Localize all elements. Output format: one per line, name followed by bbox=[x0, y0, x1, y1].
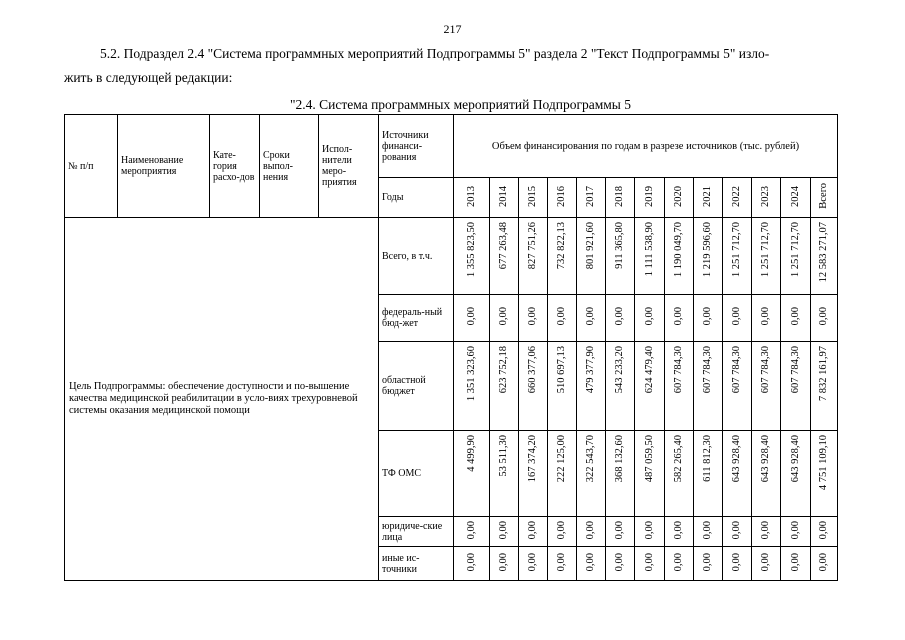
value: 0,00 bbox=[643, 307, 655, 326]
value-total: 0,00 bbox=[818, 307, 829, 326]
value: 0,00 bbox=[789, 307, 801, 326]
value-cell bbox=[635, 431, 665, 517]
value: 0,00 bbox=[465, 307, 477, 326]
value-cell-total bbox=[811, 218, 838, 295]
value-cell bbox=[781, 547, 811, 581]
value: 0,00 bbox=[731, 307, 742, 326]
source-label: федераль-ный бюд-жет bbox=[379, 295, 454, 342]
value-cell bbox=[519, 547, 548, 581]
table-row bbox=[65, 218, 838, 295]
value-cell-total bbox=[811, 342, 838, 431]
value: 607 784,30 bbox=[702, 346, 713, 394]
year-header bbox=[548, 178, 577, 218]
value-cell bbox=[519, 342, 548, 431]
value-cell bbox=[577, 342, 606, 431]
intro-line-2: жить в следующей редакции: bbox=[64, 70, 233, 85]
value-cell bbox=[548, 547, 577, 581]
year-label: 2024 bbox=[789, 185, 801, 207]
value: 0,00 bbox=[498, 520, 509, 540]
value: 1 219 596,60 bbox=[702, 222, 713, 278]
year-header bbox=[752, 178, 781, 218]
value-cell bbox=[577, 295, 606, 342]
value-total: 7 832 161,97 bbox=[818, 346, 829, 402]
value: 322 543,70 bbox=[585, 435, 596, 483]
value: 0,00 bbox=[614, 552, 625, 572]
header-name: Наименование мероприятия bbox=[118, 115, 210, 218]
value-cell bbox=[454, 218, 490, 295]
value: 0,00 bbox=[556, 520, 567, 540]
header-category: Кате-гория расхо-дов bbox=[210, 115, 260, 218]
year-header bbox=[577, 178, 606, 218]
header-period: Сроки выпол-нения bbox=[260, 115, 319, 218]
value-cell bbox=[694, 342, 723, 431]
value-cell bbox=[723, 295, 752, 342]
value: 0,00 bbox=[643, 520, 655, 540]
year-header bbox=[694, 178, 723, 218]
source-label: Всего, в т.ч. bbox=[379, 218, 454, 295]
value-cell bbox=[781, 295, 811, 342]
value-cell bbox=[694, 547, 723, 581]
value-cell bbox=[635, 547, 665, 581]
value: 1 251 712,70 bbox=[760, 222, 771, 278]
value: 643 928,40 bbox=[731, 435, 742, 483]
value: 510 697,13 bbox=[556, 346, 567, 394]
page-number: 217 bbox=[443, 22, 462, 36]
value: 0,00 bbox=[673, 552, 684, 572]
value: 487 059,50 bbox=[643, 435, 655, 483]
value-cell bbox=[548, 431, 577, 517]
source-label: иные ис-точники bbox=[379, 547, 454, 581]
value-cell bbox=[665, 547, 694, 581]
intro-paragraph bbox=[64, 42, 864, 90]
header-funding: Объем финансирования по годам в разрезе источников (тыс. рублей) bbox=[454, 115, 838, 178]
value: 0,00 bbox=[527, 307, 538, 326]
value: 1 355 823,50 bbox=[465, 222, 477, 278]
value: 0,00 bbox=[789, 520, 801, 540]
value-cell bbox=[752, 431, 781, 517]
value: 0,00 bbox=[585, 520, 596, 540]
value: 0,00 bbox=[760, 307, 771, 326]
funding-table bbox=[64, 114, 838, 581]
value: 0,00 bbox=[731, 552, 742, 572]
value-cell bbox=[519, 431, 548, 517]
value: 607 784,30 bbox=[760, 346, 771, 394]
header-executors: Испол-нители меро-приятия bbox=[319, 115, 379, 218]
intro-line-1: 5.2. Подраздел 2.4 "Система программных мероприятий Подпрограммы 5" раздела 2 "Текст Подпрограммы 5" изло- bbox=[100, 46, 770, 61]
value-cell bbox=[781, 517, 811, 547]
year-label: 2014 bbox=[498, 185, 509, 207]
value: 732 822,13 bbox=[556, 222, 567, 270]
value-cell bbox=[694, 295, 723, 342]
value: 0,00 bbox=[585, 552, 596, 572]
value: 611 812,30 bbox=[702, 435, 713, 482]
value-cell bbox=[454, 547, 490, 581]
value: 0,00 bbox=[760, 520, 771, 540]
value: 479 377,90 bbox=[585, 346, 596, 394]
value-cell bbox=[752, 218, 781, 295]
value-cell bbox=[606, 547, 635, 581]
year-header bbox=[519, 178, 548, 218]
value-cell bbox=[606, 517, 635, 547]
value: 1 251 712,70 bbox=[731, 222, 742, 278]
value-cell-total bbox=[811, 295, 838, 342]
value: 0,00 bbox=[585, 307, 596, 326]
value: 0,00 bbox=[556, 307, 567, 326]
source-label: юридиче-ские лица bbox=[379, 517, 454, 547]
year-header bbox=[606, 178, 635, 218]
value-cell bbox=[723, 218, 752, 295]
value: 368 132,60 bbox=[614, 435, 625, 483]
value: 1 251 712,70 bbox=[789, 222, 801, 278]
value: 643 928,40 bbox=[789, 435, 801, 483]
value: 0,00 bbox=[702, 552, 713, 572]
value-cell bbox=[752, 517, 781, 547]
value-cell bbox=[519, 218, 548, 295]
value: 0,00 bbox=[702, 520, 713, 540]
value-cell bbox=[752, 295, 781, 342]
value: 0,00 bbox=[614, 307, 625, 326]
value-cell bbox=[548, 342, 577, 431]
value: 1 190 049,70 bbox=[673, 222, 684, 278]
year-header bbox=[723, 178, 752, 218]
header-years-label: Годы bbox=[379, 178, 454, 218]
value-cell bbox=[548, 517, 577, 547]
value: 827 751,26 bbox=[527, 222, 538, 270]
value: 911 365,80 bbox=[614, 222, 625, 269]
value-cell bbox=[606, 218, 635, 295]
value: 660 377,06 bbox=[527, 346, 538, 394]
value: 0,00 bbox=[702, 307, 713, 326]
value: 0,00 bbox=[527, 520, 538, 540]
year-label: 2013 bbox=[465, 185, 477, 207]
year-label: 2016 bbox=[556, 185, 567, 207]
value-cell bbox=[635, 517, 665, 547]
value: 0,00 bbox=[527, 552, 538, 572]
year-header bbox=[635, 178, 665, 218]
value-cell-total bbox=[811, 547, 838, 581]
year-label: 2017 bbox=[585, 185, 596, 207]
value: 623 752,18 bbox=[498, 346, 509, 394]
value-cell bbox=[781, 431, 811, 517]
value: 0,00 bbox=[643, 552, 655, 572]
value-cell bbox=[577, 218, 606, 295]
value: 0,00 bbox=[789, 552, 801, 572]
value: 0,00 bbox=[465, 552, 477, 572]
source-label: ТФ ОМС bbox=[379, 431, 454, 517]
value-cell bbox=[723, 547, 752, 581]
value-cell bbox=[577, 517, 606, 547]
value-cell bbox=[606, 342, 635, 431]
value-cell bbox=[635, 295, 665, 342]
header-sources: Источники финанси-рования bbox=[379, 115, 454, 178]
value: 607 784,30 bbox=[673, 346, 684, 394]
value-cell bbox=[454, 431, 490, 517]
value: 0,00 bbox=[465, 520, 477, 540]
value-cell bbox=[781, 218, 811, 295]
value: 0,00 bbox=[731, 520, 742, 540]
year-label: 2018 bbox=[614, 185, 625, 207]
year-header bbox=[454, 178, 490, 218]
value: 1 111 538,90 bbox=[643, 222, 655, 277]
year-header bbox=[665, 178, 694, 218]
value: 0,00 bbox=[614, 520, 625, 540]
header-num: № п/п bbox=[65, 115, 118, 218]
value: 0,00 bbox=[498, 307, 509, 326]
value: 677 263,48 bbox=[498, 222, 509, 270]
value-cell bbox=[752, 342, 781, 431]
year-label: 2021 bbox=[702, 185, 713, 207]
value: 543 233,20 bbox=[614, 346, 625, 394]
value-cell bbox=[665, 517, 694, 547]
value-cell bbox=[694, 218, 723, 295]
value-total: 0,00 bbox=[818, 552, 829, 572]
value-cell bbox=[454, 517, 490, 547]
value-cell bbox=[665, 295, 694, 342]
goal-cell: Цель Подпрограммы: обеспечение доступности и по-вышение качества медицинской реабилитации в усло-виях трехуровневой системы оказания медицинской помощи bbox=[65, 218, 379, 581]
value-cell bbox=[635, 218, 665, 295]
value-cell bbox=[723, 342, 752, 431]
value: 643 928,40 bbox=[760, 435, 771, 483]
year-header-total bbox=[811, 178, 838, 218]
year-label-total: Всего bbox=[818, 183, 829, 209]
year-label: 2020 bbox=[673, 185, 684, 207]
value-cell bbox=[490, 517, 519, 547]
value-cell bbox=[490, 431, 519, 517]
value: 167 374,20 bbox=[527, 435, 538, 483]
value-cell bbox=[723, 517, 752, 547]
value-cell bbox=[490, 295, 519, 342]
value: 4 499,90 bbox=[465, 435, 477, 472]
value-cell bbox=[519, 517, 548, 547]
header-row-1 bbox=[65, 115, 838, 178]
value-cell bbox=[454, 342, 490, 431]
value: 0,00 bbox=[498, 552, 509, 572]
year-label: 2022 bbox=[731, 185, 742, 207]
value: 0,00 bbox=[556, 552, 567, 572]
year-label: 2023 bbox=[760, 185, 771, 207]
value-total: 4 751 109,10 bbox=[818, 435, 829, 491]
value: 53 511,30 bbox=[498, 435, 509, 477]
value-cell bbox=[781, 342, 811, 431]
value-cell bbox=[635, 342, 665, 431]
value: 0,00 bbox=[673, 520, 684, 540]
value-cell bbox=[606, 295, 635, 342]
table-title: "2.4. Система программных мероприятий Подпрограммы 5 bbox=[290, 97, 632, 112]
value-cell-total bbox=[811, 431, 838, 517]
value-cell bbox=[490, 218, 519, 295]
value-cell bbox=[577, 431, 606, 517]
value-cell bbox=[490, 342, 519, 431]
value-cell bbox=[519, 295, 548, 342]
year-header bbox=[781, 178, 811, 218]
value-cell bbox=[752, 547, 781, 581]
value-cell bbox=[577, 547, 606, 581]
value-cell bbox=[694, 517, 723, 547]
value-cell bbox=[606, 431, 635, 517]
value: 222 125,00 bbox=[556, 435, 567, 483]
year-header bbox=[490, 178, 519, 218]
value-total: 12 583 271,07 bbox=[818, 222, 829, 283]
value: 582 265,40 bbox=[673, 435, 684, 483]
value-cell bbox=[548, 295, 577, 342]
value-cell bbox=[490, 547, 519, 581]
value-total: 0,00 bbox=[818, 520, 829, 540]
value-cell bbox=[454, 295, 490, 342]
value: 607 784,30 bbox=[731, 346, 742, 394]
year-label: 2015 bbox=[527, 185, 538, 207]
value: 0,00 bbox=[760, 552, 771, 572]
value-cell bbox=[548, 218, 577, 295]
value: 607 784,30 bbox=[789, 346, 801, 394]
value-cell bbox=[665, 431, 694, 517]
value: 624 479,40 bbox=[643, 346, 655, 394]
value: 0,00 bbox=[673, 307, 684, 326]
value: 1 351 323,60 bbox=[465, 346, 477, 402]
value-cell bbox=[665, 218, 694, 295]
value-cell bbox=[723, 431, 752, 517]
value-cell bbox=[694, 431, 723, 517]
value: 801 921,60 bbox=[585, 222, 596, 270]
source-label: областной бюджет bbox=[379, 342, 454, 431]
year-label: 2019 bbox=[643, 185, 655, 207]
value-cell-total bbox=[811, 517, 838, 547]
value-cell bbox=[665, 342, 694, 431]
